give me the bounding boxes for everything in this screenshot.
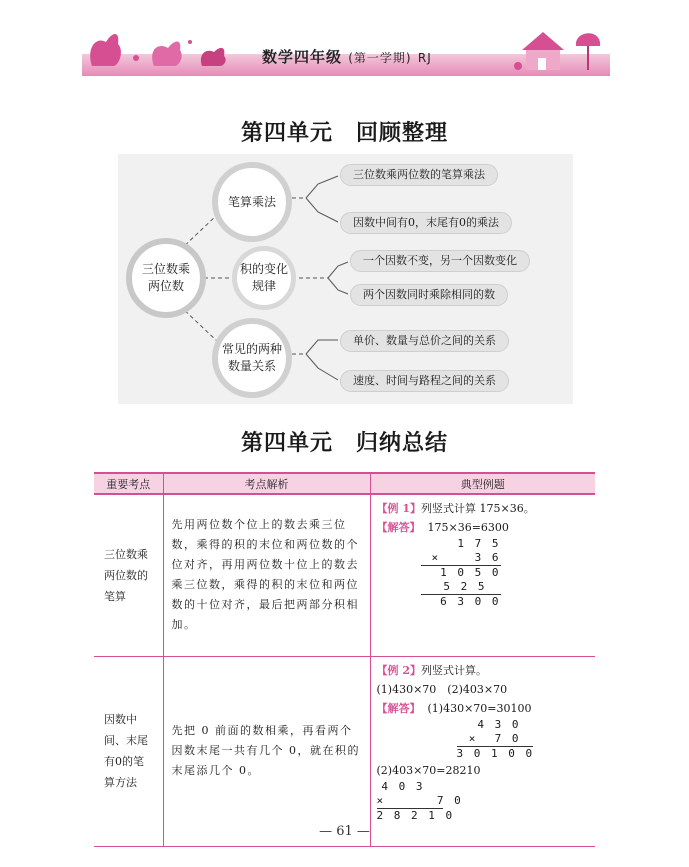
example-question: 列竖式计算。 <box>420 663 487 677</box>
book-term: (第一学期) <box>348 51 412 65</box>
branch-product-rule: 积的变化 规律 <box>232 246 296 310</box>
mind-map-root: 三位数乘 两位数 <box>126 238 206 318</box>
book-edition: RJ <box>417 51 432 65</box>
leaf-zero-multiplication: 因数中间有0，末尾有0的乘法 <box>340 212 512 234</box>
example-question: 列竖式计算 175×36。 <box>420 502 535 515</box>
example-cell <box>370 656 595 846</box>
header-example: 典型例题 <box>370 473 595 494</box>
leaf-speed-relation: 速度、时间与路程之间的关系 <box>340 370 509 392</box>
book-name: 数学四年级 <box>262 48 343 66</box>
leaf-both-factors-scale: 两个因数同时乘除相同的数 <box>350 284 508 306</box>
house-tree-decoration-icon <box>512 18 610 76</box>
summary-table <box>94 472 595 847</box>
answer-tag: 【解答】 <box>376 521 421 534</box>
page-number: — 61 — <box>319 824 370 839</box>
leaf-price-relation: 单价、数量与总价之间的关系 <box>340 330 509 352</box>
table-header-row <box>94 473 595 494</box>
answer-tag: 【解答】 <box>376 701 421 715</box>
answer-text: 175×36=6300 <box>427 521 509 534</box>
leaf-one-factor-changes: 一个因数不变，另一个因数变化 <box>350 250 530 272</box>
header-analysis: 考点解析 <box>163 473 370 494</box>
example-cell <box>370 494 595 656</box>
key-point-cell: 因数中间、末尾有0的笔算方法 <box>94 656 163 846</box>
table-row <box>94 656 595 846</box>
example-tag: 【例 1】 <box>376 502 421 515</box>
book-title <box>262 46 432 67</box>
section-title-summary: 第四单元 归纳总结 <box>240 431 448 456</box>
vertical-calculation-1: 4 3 0 × 7 0 3 0 1 0 0 <box>456 717 535 760</box>
mind-map <box>118 154 573 404</box>
table-row <box>94 494 595 656</box>
leaf-3x2-multiplication: 三位数乘两位数的笔算乘法 <box>340 164 498 186</box>
branch-quantity-relations: 常见的两种 数量关系 <box>212 318 292 398</box>
section-title-review: 第四单元 回顾整理 <box>240 121 448 146</box>
bunny-decoration-icon <box>84 28 234 68</box>
key-point-cell: 三位数乘两位数的笔算 <box>94 494 163 656</box>
header-banner <box>82 18 610 76</box>
example-tag: 【例 2】 <box>376 663 421 677</box>
analysis-cell: 先用两位数个位上的数去乘三位数，乘得的积的末位和两位数的个位对齐，再用两位数十位上的数去乘三位数，乘得的积的末位和两位数的十位对齐，最后把两部分积相加。 <box>163 494 370 656</box>
answer-text-2: (2)403×70=28210 <box>376 763 481 777</box>
header-key-point: 重要考点 <box>94 473 163 494</box>
answer-text-1: (1)430×70=30100 <box>427 701 532 715</box>
vertical-calculation: 1 7 5 × 3 6 1 0 5 0 5 2 5 6 3 0 0 <box>421 537 501 609</box>
example-parts: (1)430×70 (2)403×70 <box>376 682 508 696</box>
analysis-cell: 先把 0 前面的数相乘，再看两个因数末尾一共有几个 0，就在积的末尾添几个 0。 <box>163 656 370 846</box>
branch-written-multiplication: 笔算乘法 <box>212 162 292 242</box>
vertical-calculation-2: 4 0 3 × 7 0 2 8 2 1 0 <box>376 779 463 822</box>
